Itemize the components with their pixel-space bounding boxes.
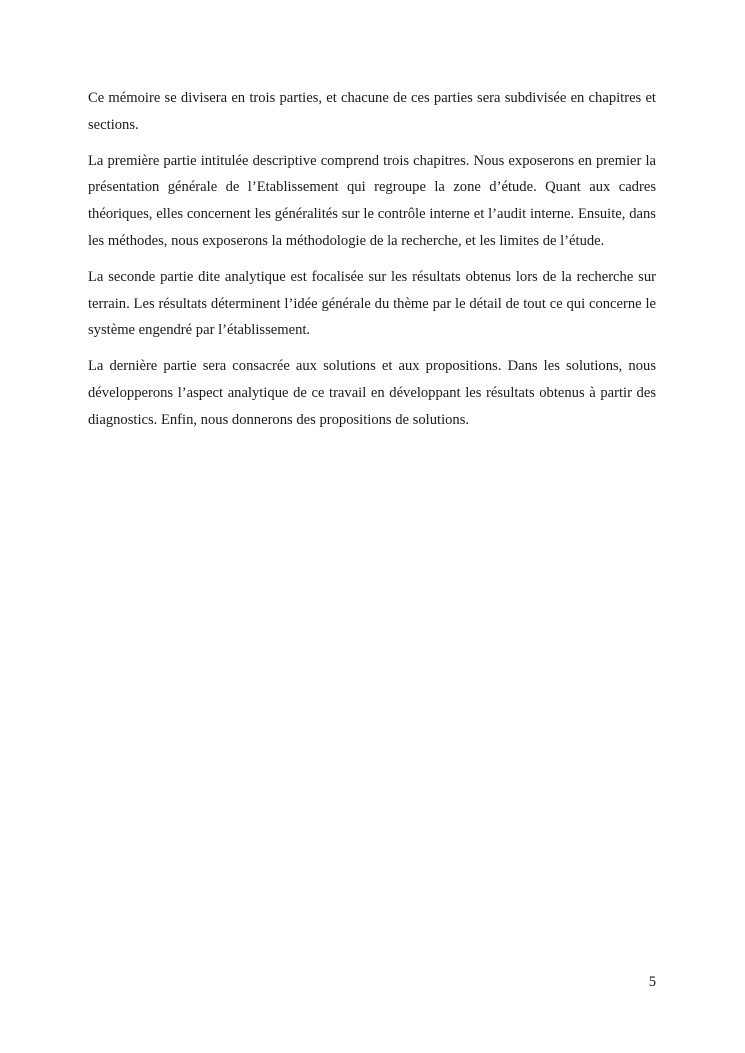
paragraph-last-part: La dernière partie sera consacrée aux solutions et aux propositions. Dans les solutions, nous développerons l’aspect analytique de ce travail en développant les résultats obtenus à partir des diagnostics. Enfin, nous donnerons des propositions de solutions. — [88, 358, 656, 428]
paragraph-structure-overview: Ce mémoire se divisera en trois parties, et chacune de ces parties sera subdivisée en chapitres et sections. — [88, 90, 656, 133]
body-text — [88, 85, 656, 443]
page-number: 5 — [648, 974, 656, 990]
paragraph-second-part: La seconde partie dite analytique est focalisée sur les résultats obtenus lors de la recherche sur terrain. Les résultats déterminent l’idée générale du thème par le détail de tout ce qui concerne le système engendré par l’établissement. — [88, 268, 656, 339]
paragraph-first-part: La première partie intitulée descriptive comprend trois chapitres. Nous exposerons en premier la présentation générale de l’Etablissement qui regroupe la zone d’étude. Quant aux cadres théoriques, elles concernent les généralités sur le contrôle interne et l’audit interne. Ensuite, dans les méthodes, nous exposerons la méthodologie de la recherche, et les limites de l’étude. — [88, 152, 656, 249]
